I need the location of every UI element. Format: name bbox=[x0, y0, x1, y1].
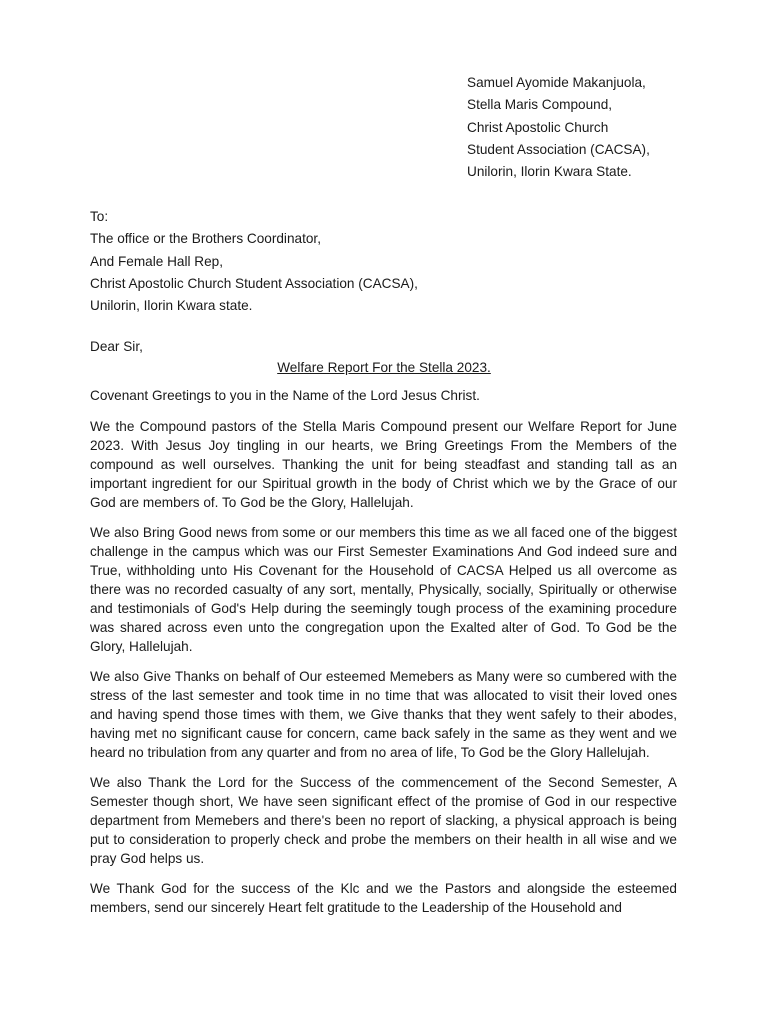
body-paragraph: We also Thank the Lord for the Success of the commencement of the Second Semester, A Semester though short, We have seen significant effect of the promise of God in our respective department from Memebers and there's been no report of slacking, a physical approach is being put to consideration to properly check and probe the members on their health in all wise and we pray God helps us. bbox=[90, 775, 677, 866]
salutation: Dear Sir, bbox=[90, 339, 143, 354]
sender-name: Samuel Ayomide Makanjuola, bbox=[467, 75, 646, 90]
body-paragraph: We the Compound pastors of the Stella Maris Compound present our Welfare Report for June 2023. With Jesus Joy tingling in our hearts, we Bring Greetings From the Members of the compound as well ourselves. Thanking the unit for being steadfast and standing tall as an important ingredient for our Spiritual growth in the body of Christ which we by the Grace of our God are members of. To God be the Glory, Hallelujah. bbox=[90, 419, 677, 510]
recipient-address-line: The office or the Brothers Coordinator, bbox=[90, 231, 321, 247]
body-paragraph: We also Give Thanks on behalf of Our esteemed Memebers as Many were so cumbered with the stress of the last semester and took time in no time that was allocated to visit their loved ones and having spend those times with them, we Give thanks that they went safely to their abodes, having met no significant cause for concern, came back safely in the same as they went and we heard no tribulation from any quarter and from no area of life, To God be the Glory Hallelujah. bbox=[90, 669, 677, 760]
recipient-address-line: And Female Hall Rep, bbox=[90, 253, 223, 269]
body-paragraph: We Thank God for the success of the Klc and we the Pastors and alongside the esteemed members, send our sincerely Heart felt gratitude to the Leadership of the Household and bbox=[90, 881, 677, 915]
recipient-address-line: Unilorin, Ilorin Kwara state. bbox=[90, 298, 253, 314]
sender-address-line: Christ Apostolic Church bbox=[467, 119, 609, 135]
sender-address-line: Student Association (CACSA), bbox=[467, 141, 650, 157]
greeting-line: Covenant Greetings to you in the Name of the Lord Jesus Christ. bbox=[90, 388, 480, 403]
sender-address bbox=[467, 72, 650, 183]
body-paragraph: We also Bring Good news from some or our members this time as we all faced one of the biggest challenge in the campus which was our First Semester Examinations And God indeed sure and True, withholding unto His Covenant for the Household of CACSA Helped us all overcome as there was no recorded casualty of any sort, mentally, Physically, socially, Spiritually or otherwise and testimonials of God's Help during the seemingly tough process of the examining procedure was shared across even unto the congregation upon the Exalted alter of God. To God be the Glory, Hallelujah. bbox=[90, 525, 677, 654]
recipient-to-label: To: bbox=[90, 209, 109, 224]
letter-subject bbox=[90, 358, 678, 378]
letter-body bbox=[90, 386, 677, 928]
sender-address-line: Unilorin, Ilorin Kwara State. bbox=[467, 164, 632, 180]
recipient-address bbox=[90, 206, 418, 317]
sender-address-line: Stella Maris Compound, bbox=[467, 97, 613, 113]
subject-text: Welfare Report For the Stella 2023. bbox=[277, 360, 491, 375]
recipient-address-line: Christ Apostolic Church Student Association (CACSA), bbox=[90, 275, 418, 291]
